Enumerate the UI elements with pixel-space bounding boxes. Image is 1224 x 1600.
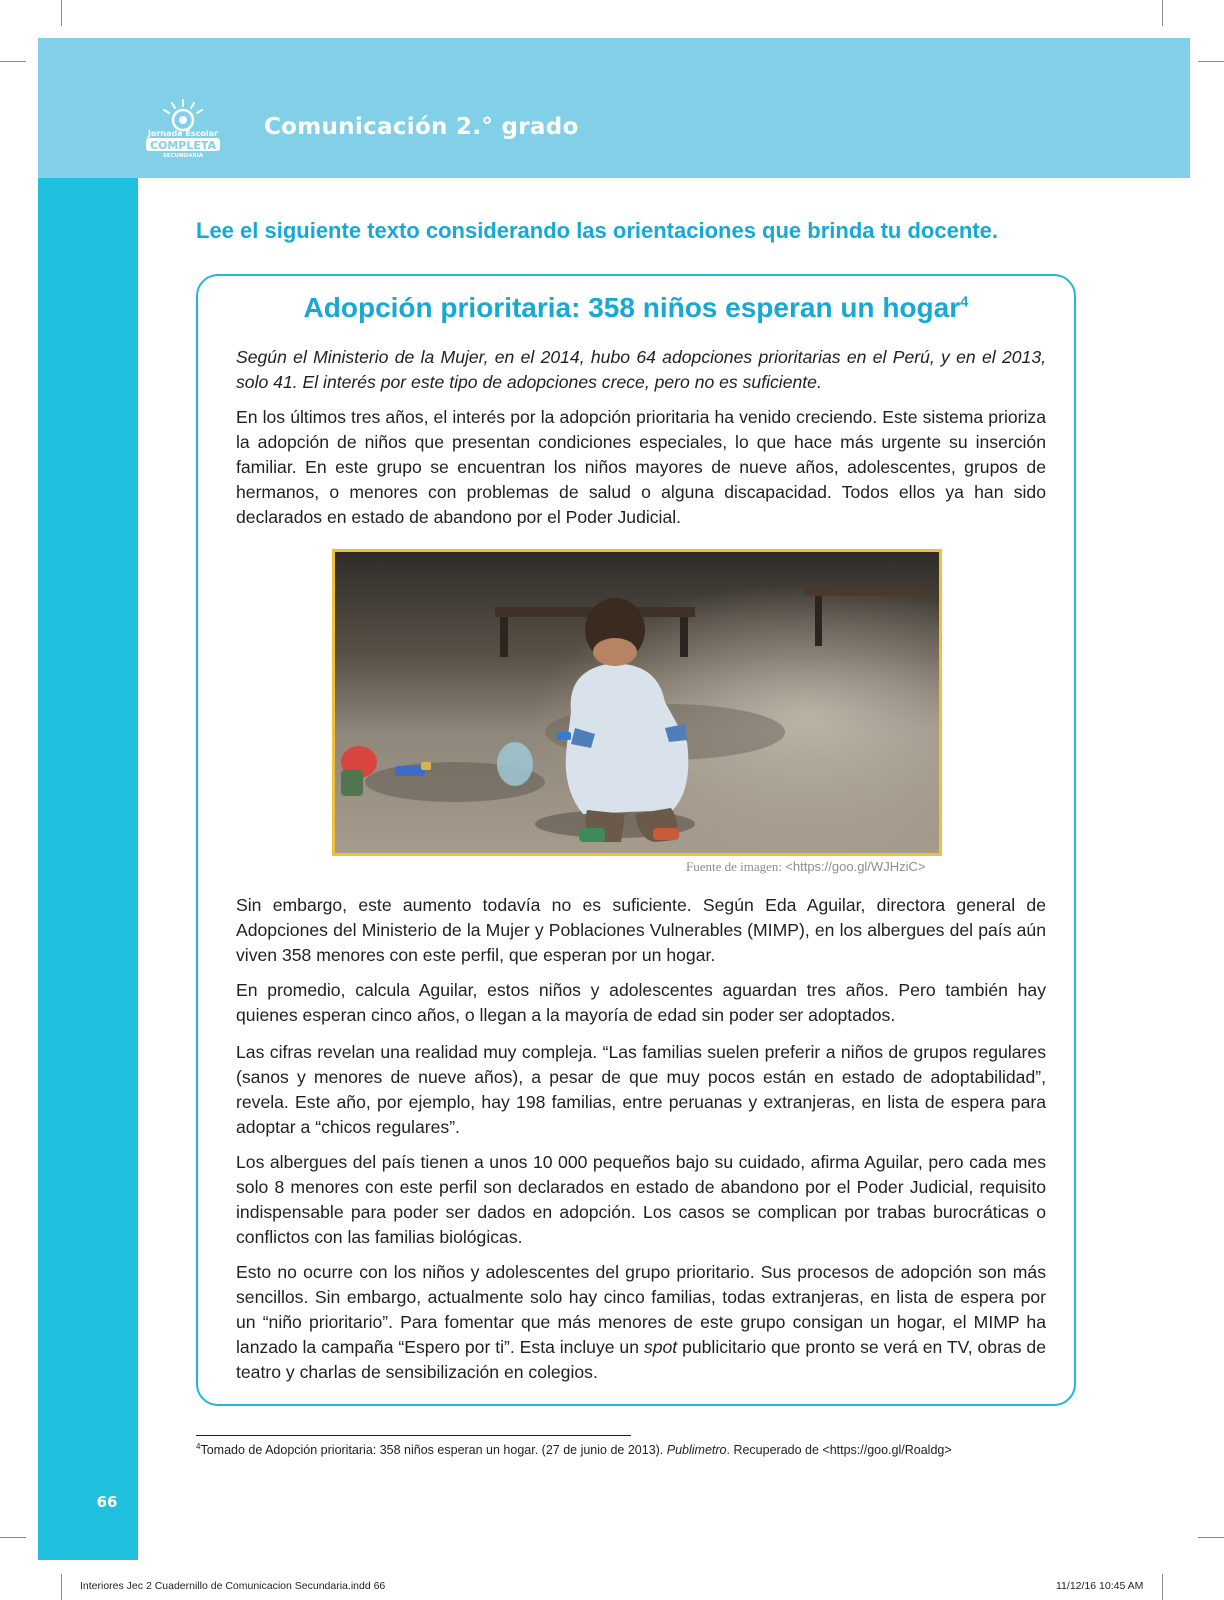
image-caption xyxy=(686,859,925,875)
jornada-escolar-logo xyxy=(140,98,226,158)
article-paragraph: En los últimos tres años, el interés por la adopción prioritaria ha venido creciendo. Este sistema prioriza la adopción de niños que presentan condiciones especiales, lo que hace más urgente su inserción familiar. En este grupo se encuentran los niños mayores de nueve años, adolescentes, grupos de hermanos, o menores con problemas de salud o alguna discapacidad. Todos ellos ya han sido declarados en estado de abandono por el Poder Judicial. xyxy=(236,407,1046,527)
article-title xyxy=(196,292,1076,324)
article-title-text: Adopción prioritaria: 358 niños esperan un hogar xyxy=(303,292,961,323)
svg-text:SECUNDARIA: SECUNDARIA xyxy=(162,153,204,158)
footnote-rule xyxy=(196,1435,631,1436)
footnote-source: Publimetro xyxy=(666,1443,727,1458)
svg-text:Jornada Escolar: Jornada Escolar xyxy=(148,129,218,138)
image-caption-label: Fuente de imagen: xyxy=(686,859,783,874)
crop-mark xyxy=(1198,61,1224,62)
footnote-text: Tomado de Adopción prioritaria: 358 niños esperan un hogar. (27 de junio de 2013). xyxy=(200,1443,667,1458)
footnote xyxy=(196,1442,952,1457)
paragraph-text: publicitario que pronto se verá en TV, obras de teatro y charlas de sensibilización en colegios. xyxy=(236,1337,1046,1382)
crop-mark xyxy=(61,1574,62,1600)
article-paragraph xyxy=(236,1260,1046,1385)
paragraph-emphasis: spot xyxy=(643,1337,678,1357)
footnote-text-end: . Recuperado de <https://goo.gl/Roaldg> xyxy=(726,1443,952,1458)
crop-mark xyxy=(61,0,62,26)
footnote-number: 4 xyxy=(196,1442,201,1451)
footnote-reference[interactable]: 4 xyxy=(960,293,969,311)
print-slug-date: 11/12/16 10:45 AM xyxy=(1056,1580,1144,1592)
image-caption-url[interactable]: <https://goo.gl/WJHziC> xyxy=(785,859,926,874)
child-playing-photo xyxy=(335,552,939,853)
crop-mark xyxy=(1198,1537,1224,1538)
article-paragraph: En promedio, calcula Aguilar, estos niños y adolescentes aguardan tres años. Pero también hay quienes esperan cinco años, o llegan a la mayoría de edad sin poder ser adoptados. xyxy=(236,980,1046,1025)
left-sidebar-bar xyxy=(38,178,138,1560)
paragraph-text: Esto no ocurre con los niños y adolescentes del grupo prioritario. Sus procesos de adopción son más sencillos. Sin embargo, actualmente solo hay cinco familias, todas extranjeras, en lista de espera por un “niño prioritario”. Para fomentar que más menores de este grupo consigan un hogar, el MIMP ha lanzado la campaña “Espero por ti”. Esta incluye un xyxy=(236,1262,1046,1357)
article-lead: Según el Ministerio de la Mujer, en el 2014, hubo 64 adopciones prioritarias en el Perú, y en el 2013, solo 41. El interés por este tipo de adopciones crece, pero no es suficiente. xyxy=(236,347,1046,392)
crop-mark xyxy=(0,1537,26,1538)
page-number: 66 xyxy=(96,1493,118,1511)
article-photo xyxy=(332,549,942,856)
crop-mark xyxy=(1162,1574,1163,1600)
svg-text:COMPLETA: COMPLETA xyxy=(149,139,217,152)
article-paragraph: Sin embargo, este aumento todavía no es suficiente. Según Eda Aguilar, directora general de Adopciones del Ministerio de la Mujer y Poblaciones Vulnerables (MIMP), en los albergues del país aún viven 358 menores con este perfil, que esperan por un hogar. xyxy=(236,895,1046,965)
article-paragraph: Los albergues del país tienen a unos 10 000 pequeños bajo su cuidado, afirma Aguilar, pero cada mes solo 8 menores con este perfil son declarados en estado de abandono por el Poder Judicial, requisito indispensable para poder ser dados en adopción. Los casos se complican por trabas burocráticas o conflictos con las familias biológicas. xyxy=(236,1152,1046,1247)
crop-mark xyxy=(1162,0,1163,26)
instruction-heading: Lee el siguiente texto considerando las orientaciones que brinda tu docente. xyxy=(196,218,998,243)
print-slug-file: Interiores Jec 2 Cuadernillo de Comunicacion Secundaria.indd 66 xyxy=(80,1580,386,1592)
article-paragraph: Las cifras revelan una realidad muy compleja. “Las familias suelen preferir a niños de grupos regulares (sanos y menores de nueve años), a pesar de que muy pocos están en estado de adoptabilidad”, revela. Este año, por ejemplo, hay 198 familias, entre peruanas y extranjeras, en lista de espera para adoptar a “chicos regulares”. xyxy=(236,1042,1046,1137)
crop-mark xyxy=(0,61,26,62)
header-title: Comunicación 2.° grado xyxy=(264,114,579,140)
